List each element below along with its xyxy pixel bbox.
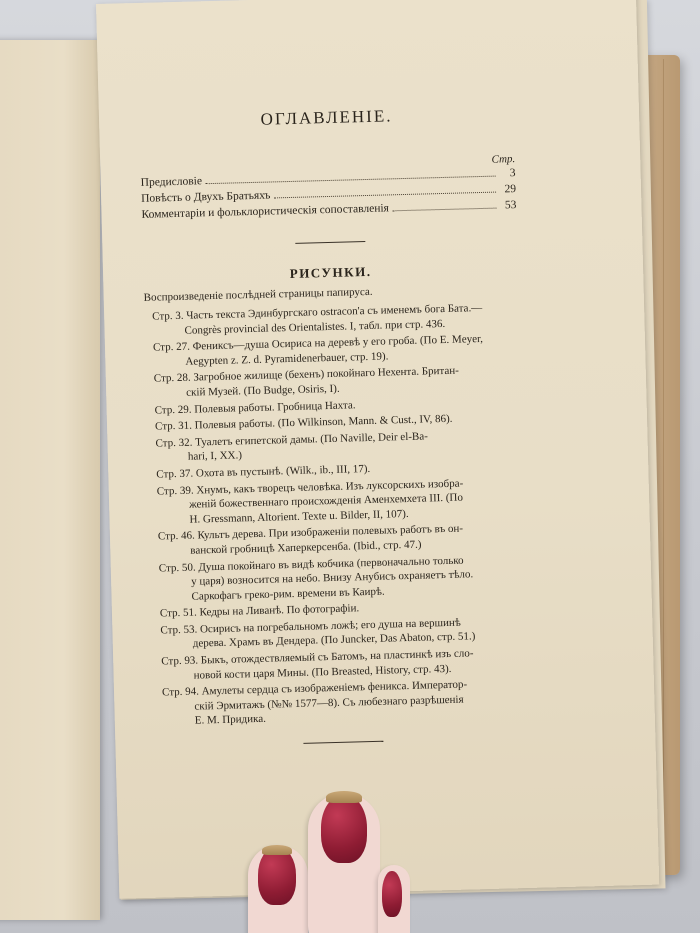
toc-entry-page: 53 [504,199,517,212]
figure-entry [149,476,525,530]
toc-entry-page: 29 [504,183,517,196]
figure-entry-line: Стр. 46. Культъ дерева. При изображеніи полевыхъ работъ въ он- [157,522,464,543]
toc-entry-page: 3 [509,167,516,180]
figure-entry-line: Стр. 53. Осирисъ на погребальномъ ложѣ; его душа на вершинѣ [160,616,461,637]
figure-entry-line: Стр. 27. Фениксъ—душа Осириса на деревѣ у его гроба. (По E. Meyer, [152,333,484,354]
figure-entry-continuation: скій Эрмитажъ (№№ 1577—8). Съ любезнаго разрѣшенія [194,693,464,713]
figures-list [144,301,530,731]
page-content [139,103,530,748]
toc-entry-title: Комментаріи и фольклористическія сопоставленія [141,202,390,221]
figure-entry [154,677,530,731]
figure-entry-line: Стр. 50. Душа покойнаго въ видѣ кобчика (первоначально только [158,554,464,575]
figure-entry-line: Стр. 29. Полевыя работы. Гробница Нахта. [154,398,356,417]
end-divider [303,741,383,744]
painted-nail [382,871,402,917]
figure-entry-continuation: дерева. Храмъ въ Дендера. (По Juncker, Das Abaton, стр. 51.) [192,630,476,651]
contents-page [96,0,659,899]
painted-nail [321,795,367,863]
figure-entry-line: Стр. 94. Амулеты сердца съ изображеніемъ феникса. Император- [161,678,468,699]
figure-entry-continuation: скій Музей. (По Budge, Osiris, I). [186,382,340,399]
figure-entry-line: Стр. 37. Охота въ пустынѣ. (Wilk., ib., III, 17). [156,462,371,481]
figures-title: РИСУНКИ. [289,263,372,282]
figures-intro: Воспроизведеніе послѣдней страницы папируса. [143,285,373,304]
figure-entry-line: Стр. 39. Хнумъ, какъ творецъ человѣка. Изъ луксорскихъ изобра- [156,477,464,498]
left-fragment-line [0,178,2,191]
left-page-text-fragment [0,165,2,204]
left-fragment-line [0,165,2,178]
figure-entry-line: Стр. 3. Часть текста Эдинбургскаго ostracon'а съ именемъ бога Бата.— [152,301,483,323]
figure-entry-continuation: Congrès provincial des Orientalistes. I, табл. при стр. 436. [184,317,446,337]
left-page [0,40,100,920]
toc-title: ОГЛАВЛЕНІЕ. [260,106,393,129]
figure-entry-line: Стр. 28. Загробное жилище (бехенъ) покойнаго Нехента. Британ- [153,365,459,385]
figure-entry-line: Стр. 31. Полевыя работы. (По Wilkinson, Mann. & Cust., IV, 86). [154,412,453,433]
figure-entry-continuation: Саркофагъ греко-рим. времени въ Каирѣ. [191,585,385,603]
painted-nail [258,847,296,905]
figure-entry-continuation: новой кости царя Мины. (По Breasted, History, стр. 43). [193,662,452,682]
figure-entry-continuation: H. Gressmann, Altorient. Texte u. Bilder, II, 107). [189,507,409,526]
figure-entry-continuation: ванской гробницѣ Хаперкерсенба. (Ibid., стр. 47.) [190,538,422,557]
figure-entry-line: Стр. 32. Туалетъ египетской дамы. (По Naville, Deir el-Ba- [155,430,428,450]
toc-leader-dots [393,200,497,212]
nail-tip [262,845,292,855]
toc-entry-title: Повѣсть о Двухъ Братьяхъ [140,189,271,205]
figure-entry-continuation: hari, I, XX.) [187,449,243,464]
figure-entry-continuation: Е. М. Придика. [194,713,267,728]
figure-entry-continuation: Aegypten z. Z. d. Pyramidenerbauer, стр. 19). [185,350,389,368]
figure-entry-continuation: женій божественнаго происхожденія Аменхемхета III. (По [188,491,464,511]
figure-entry [151,552,527,606]
toc-page-column-header: Стр. [491,153,516,166]
figure-entry-continuation: у царя) возносится на небо. Внизу Анубисъ охраняетъ тѣло. [191,568,474,588]
figure-entry-line: Стр. 51. Кедры на Ливанѣ. По фотографіи. [159,602,360,620]
figure-entry-line: Стр. 93. Быкъ, отождествляемый съ Батомъ, на пластинкѣ изъ сло- [161,647,474,668]
hand-holding-book [228,775,418,933]
section-divider [295,241,365,244]
nail-tip [326,791,362,803]
toc-entry-title: Предисловіе [140,175,203,189]
left-fragment-line [0,191,2,204]
